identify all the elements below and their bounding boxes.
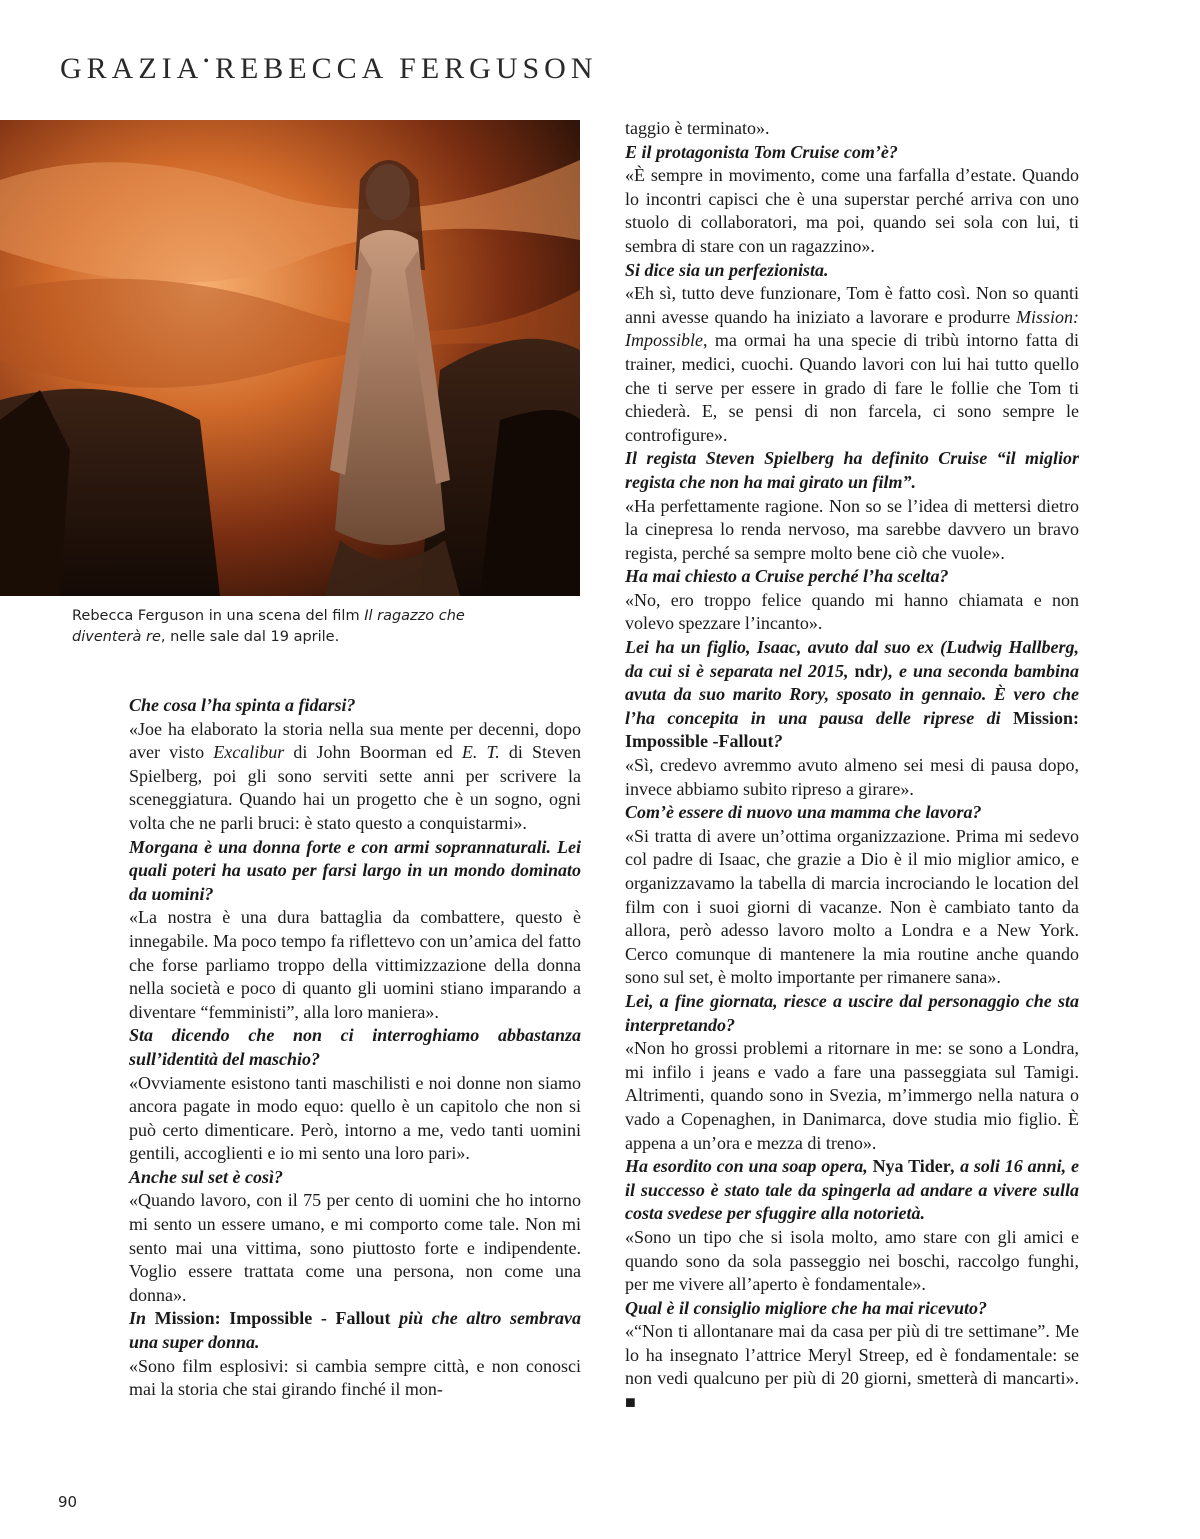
caption-text: Rebecca Ferguson in una scena del film: [72, 608, 365, 624]
answer: «No, ero troppo felice quando mi hanno chiamata e non volevo spezzare l’incanto».: [625, 589, 1079, 634]
answer-film-title: E. T.: [461, 742, 500, 763]
answer-text: «Eh sì, tutto deve funzionare, Tom è fatto così. Non so quanti anni avesse quando ha iniziato a lavorare e produrre: [625, 283, 1079, 327]
answer: «Ovviamente esistono tanti maschilisti e noi donne non siamo ancora pagate in modo equo: quello è un capitolo che non si può certo dimenticare. Però, intorno a me, vedo tanti uomini gentili, accoglienti e io mi sento una loro pari».: [129, 1072, 581, 1164]
photo-caption: [72, 606, 472, 648]
answer-film-title: Mission: Impossible: [625, 306, 1079, 351]
brand-name: GRAZIA: [60, 52, 204, 85]
question: Ha mai chiesto a Cruise perché l’ha scelta?: [625, 566, 949, 587]
right-column: [625, 117, 1079, 1415]
question: Sta dicendo che non ci interroghiamo abbastanza sull’identità del maschio?: [129, 1025, 581, 1069]
answer: «“Non ti allontanare mai da casa per più di tre settimane”. Me lo ha insegnato l’attrice Meryl Streep, ed è fondamentale: se non vedi qualcuno per più di 20 giorni, smetterà di mancarti». ■: [625, 1321, 1079, 1413]
question: E il protagonista Tom Cruise com’è?: [625, 141, 898, 162]
answer: «Ha perfettamente ragione. Non so se l’idea di mettersi dietro la cinepresa lo renda nervoso, ma sarebbe davvero un bravo regista, perché sa sempre molto bene ciò che vuole».: [625, 495, 1079, 563]
answer-text: di Steven Spielberg, poi gli sono serviti sette anni per scrivere la sceneggiatura. Quando hai un progetto che è un sogno, ogni volta che ne parli bruci: è stato questo a conquistarmi».: [129, 742, 581, 833]
question: Si dice sia un perfezionista.: [625, 259, 829, 280]
page-number: 90: [58, 1493, 78, 1511]
answer: «Sono un tipo che si isola molto, amo stare con gli amici e quando sono da sola passeggio nei boschi, raccolgo funghi, per me vivere all’aperto è fondamentale».: [625, 1226, 1079, 1295]
question-text: più che altro sembrava una super donna.: [129, 1308, 582, 1353]
question-text: In: [129, 1308, 155, 1329]
header-dot: •: [203, 53, 209, 70]
question-text: ?: [773, 731, 783, 752]
caption-film-title: Il ragazzo che diventerà re: [72, 608, 465, 645]
question-text: Ha esordito con una soap opera,: [625, 1156, 873, 1177]
question: Che cosa l’ha spinta a fidarsi?: [129, 695, 356, 715]
question: Morgana è una donna forte e con armi soprannaturali. Lei quali poteri ha usato per farsi largo in un mondo dominato da uomini?: [129, 836, 581, 904]
question-text: , a soli 16 anni, e il successo è stato tale da spingerla ad andare a vivere sulla costa svedese per sfuggire alla notorietà.: [625, 1156, 1079, 1224]
answer-text: di John Boorman ed: [284, 742, 462, 763]
question: Il regista Steven Spielberg ha definito Cruise “il miglior regista che non ha mai girato un film”.: [625, 448, 1079, 492]
answer-film-title: Excalibur: [213, 742, 285, 763]
question: Qual è il consiglio migliore che ha mai ricevuto?: [625, 1297, 987, 1318]
caption-text-end: , nelle sale dal 19 aprile.: [160, 629, 340, 645]
film-still-illustration: [0, 120, 580, 596]
answer-text: , ma ormai ha una specie di tribù intorno fatta di trainer, medici, cuochi. Quando lavori con lui hai tutto quello che ti serve per essere in grado di fare le follie che Tom ti chiederà. E, se pensi di non farcela, ci sono sempre le controfigure».: [625, 330, 1079, 445]
left-column: [129, 694, 581, 1402]
question-film-title: Mission: Impossible -Fallout: [625, 707, 1079, 752]
answer: «Si tratta di avere un’ottima organizzazione. Prima mi sedevo col padre di Isaac, che grazie a Dio è il mio miglior amico, e organizzavamo la tabella di marcia incrociando le location del film con i suoi giorni di vacanze. Non è cambiato tanto da allora, però adesso lavoro molto a Londra e a New York. Cerco comunque di mantenere la mia routine anche quando sono sul set, è molto importante per rimanere sana».: [625, 825, 1079, 988]
question: Com’è essere di nuovo una mamma che lavora?: [625, 802, 982, 823]
question-show-title: Nya Tider: [872, 1156, 951, 1177]
answer: «La nostra è una dura battaglia da combattere, questo è innegabile. Ma poco tempo fa riflettevo con un’amica del fatto che forse parliamo troppo della vittimizzazione della donna nella società e poco di quanto gli uomini stiano imparando a diventare “femministi”, alla loro maniera».: [129, 907, 581, 1022]
magazine-header: [60, 52, 598, 86]
question: [625, 636, 1079, 754]
answer: [625, 282, 1079, 447]
answer-text: «Joe ha elaborato la storia nella sua mente per decenni, dopo aver visto: [129, 718, 581, 763]
question: [129, 1307, 581, 1354]
answer: «È sempre in movimento, come una farfalla d’estate. Quando lo incontri capisci che è una superstar perché arriva con uno stuolo di collaboratori, ma poi, quando sei sola con lui, ti sembra di stare con un ragazzino».: [625, 165, 1079, 256]
answer: «Non ho grossi problemi a ritornare in me: se sono a Londra, mi infilo i jeans e vado a fare una passeggiata sul Tamigi. Altrimenti, quando sono in Svezia, m’immergo nella natura o vado a Copenaghen, in Danimarca, dove studia mio figlio. È appena a un’ora e mezza di treno».: [625, 1038, 1079, 1153]
answer: «Sì, credevo avremmo avuto almeno sei mesi di pausa dopo, invece abbiamo subito ripreso a girare».: [625, 755, 1079, 799]
answer: taggio è terminato».: [625, 118, 770, 138]
question-text: ), e una seconda bambina avuta da suo marito Rory, sposato in gennaio. È vero che l’ha concepita in una pausa delle riprese di: [625, 660, 1080, 728]
question-film-title: Mission: Impossible - Fallout: [154, 1308, 391, 1329]
question: Anche sul set è così?: [129, 1166, 284, 1187]
question: Lei, a fine giornata, riesce a uscire dal personaggio che sta interpretando?: [625, 990, 1079, 1035]
answer: «Sono film esplosivi: si cambia sempre città, e non conosci mai la storia che stai girando finché il mon-: [129, 1355, 581, 1400]
question-ndr: ndr: [854, 660, 883, 681]
answer: «Quando lavoro, con il 75 per cento di uomini che ho intorno mi sento un essere umano, e mi comporto come tale. Non mi sento mai una vittima, sono piuttosto forte e indipendente. Voglio essere trattata come una persona, non come una donna».: [129, 1190, 581, 1305]
question-text: Lei ha un figlio, Isaac, avuto dal suo ex (Ludwig Hallberg, da cui si è separata nel 2015,: [625, 637, 1079, 681]
film-still-photo: [0, 120, 580, 596]
question: [625, 1155, 1079, 1226]
answer: [129, 718, 581, 836]
article-subject: REBECCA FERGUSON: [214, 52, 598, 85]
